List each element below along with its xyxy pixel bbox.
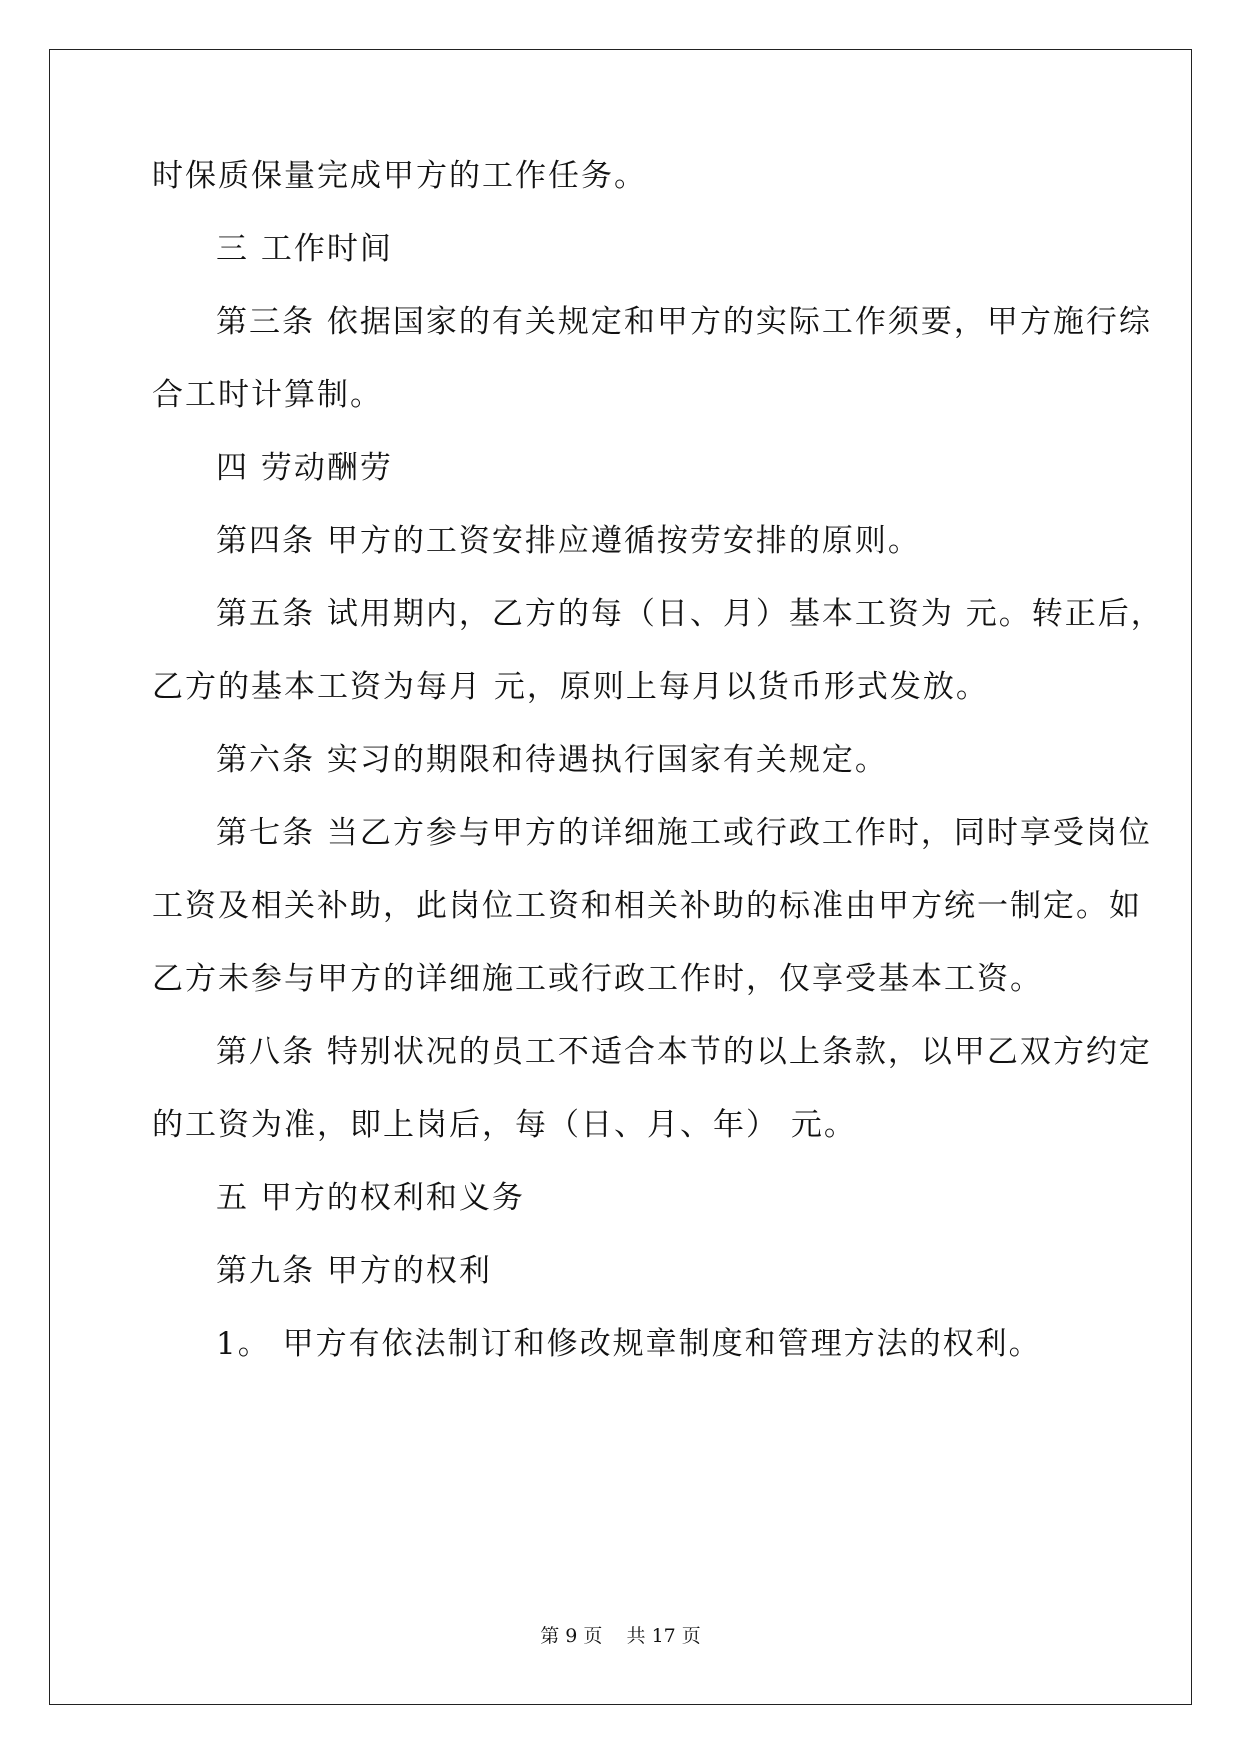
paragraph-line: 第八条 特别状况的员工不适合本节的以上条款，以甲乙双方约定 bbox=[216, 1034, 1152, 1070]
paragraph-line: 乙方的基本工资为每月 元，原则上每月以货币形式发放。 bbox=[152, 669, 989, 705]
list-item: 1。 甲方有依法制订和修改规章制度和管理方法的权利。 bbox=[216, 1326, 1042, 1362]
section-heading: 四 劳动酬劳 bbox=[216, 450, 393, 486]
page-border bbox=[49, 49, 1192, 1705]
section-heading: 三 工作时间 bbox=[216, 231, 393, 267]
paragraph-line: 乙方未参与甲方的详细施工或行政工作时，仅享受基本工资。 bbox=[152, 961, 1043, 997]
paragraph-line: 合工时计算制。 bbox=[152, 377, 383, 413]
paragraph-line: 工资及相关补助，此岗位工资和相关补助的标准由甲方统一制定。如 bbox=[152, 888, 1142, 924]
paragraph-line: 第三条 依据国家的有关规定和甲方的实际工作须要，甲方施行综 bbox=[216, 304, 1152, 340]
paragraph-line: 时保质保量完成甲方的工作任务。 bbox=[152, 158, 647, 194]
paragraph-line: 的工资为准，即上岗后，每（日、月、年） 元。 bbox=[152, 1107, 857, 1143]
paragraph-line: 第九条 甲方的权利 bbox=[216, 1253, 492, 1289]
page-number-footer: 第 9 页 共 17 页 bbox=[540, 1625, 701, 1647]
paragraph-line: 第七条 当乙方参与甲方的详细施工或行政工作时，同时享受岗位 bbox=[216, 815, 1152, 851]
paragraph-line: 第六条 实习的期限和待遇执行国家有关规定。 bbox=[216, 742, 888, 778]
paragraph-line: 第四条 甲方的工资安排应遵循按劳安排的原则。 bbox=[216, 523, 921, 559]
section-heading: 五 甲方的权利和义务 bbox=[216, 1180, 525, 1216]
paragraph-line: 第五条 试用期内，乙方的每（日、月）基本工资为 元。转正后， bbox=[216, 596, 1164, 632]
